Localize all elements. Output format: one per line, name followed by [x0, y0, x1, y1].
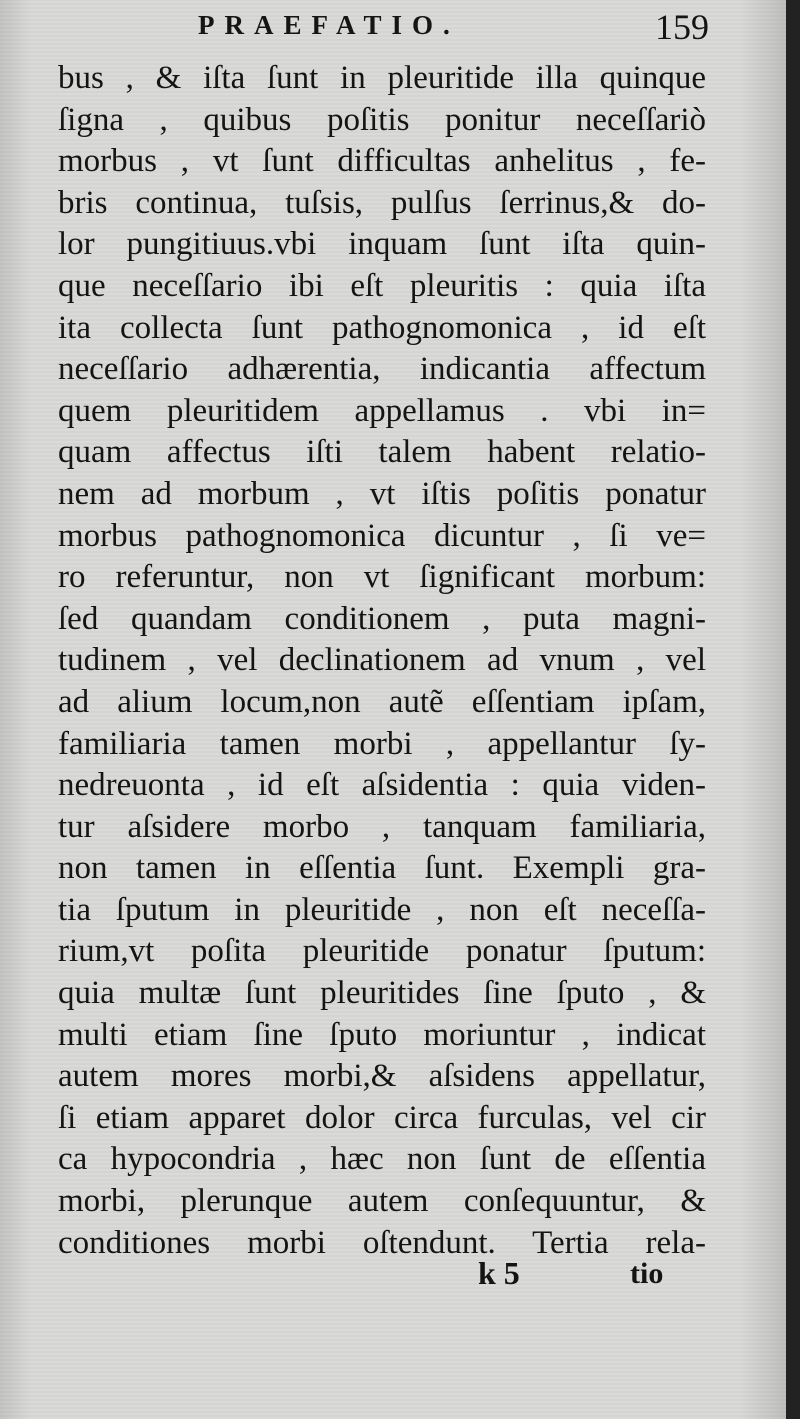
text-line: tudinem , vel declinationem ad vnum , vel: [58, 642, 706, 679]
text-line: quia multæ ſunt pleuritides ſine ſputo , &: [58, 975, 706, 1012]
signature-mark: k 5: [478, 1255, 520, 1291]
text-line: que neceſſario ibi eſt pleuritis : quia iſta: [58, 267, 706, 304]
page-number: 159: [655, 7, 709, 47]
catchword: tio: [630, 1257, 664, 1290]
text-line: morbus , vt ſunt difficultas anhelitus , fe-: [58, 143, 706, 180]
text-line: autem mores morbi,& aſsidens appellatur,: [58, 1058, 706, 1095]
text-line: nem ad morbum , vt iſtis poſitis ponatur: [58, 475, 706, 512]
text-line: neceſſario adhærentia, indicantia affectum: [58, 351, 706, 388]
text-line: ſed quandam conditionem , puta magni-: [58, 600, 706, 637]
text-line: ſi etiam apparet dolor circa furculas, vel cir: [58, 1099, 706, 1136]
text-line: ad alium locum,non autẽ eſſentiam ipſam,: [58, 683, 706, 720]
text-line: multi etiam ſine ſputo moriuntur , indicat: [58, 1016, 706, 1053]
catchline: [0, 1255, 786, 1295]
text-line: nedreuonta , id eſt aſsidentia : quia viden-: [58, 767, 706, 804]
running-head-title: PRAEFATIO.: [198, 10, 460, 40]
scan-border: [786, 0, 800, 1419]
text-line: morbus pathognomonica dicuntur , ſi ve=: [58, 517, 706, 554]
text-line: quam affectus iſti talem habent relatio-: [58, 434, 706, 471]
text-line: ita collecta ſunt pathognomonica , id eſt: [58, 309, 706, 346]
text-line: ca hypocondria , hæc non ſunt de eſſentia: [58, 1141, 706, 1178]
text-line: lor pungitiuus.vbi inquam ſunt iſta quin-: [58, 226, 706, 263]
running-head: [0, 6, 786, 50]
text-line: quem pleuritidem appellamus . vbi in=: [58, 392, 706, 429]
body-text: [58, 58, 706, 1264]
text-line: ro referuntur, non vt ſignificant morbum:: [58, 559, 706, 596]
text-line: tur aſsidere morbo , tanquam familiaria,: [58, 808, 706, 845]
text-line: bris continua, tuſsis, pulſus ſerrinus,& do-: [58, 184, 706, 221]
text-line: bus , & iſta ſunt in pleuritide illa quinque: [58, 60, 706, 96]
text-line: rium,vt poſita pleuritide ponatur ſputum:: [58, 933, 706, 970]
text-line: tia ſputum in pleuritide , non eſt neceſſa-: [58, 891, 706, 928]
text-line: morbi, plerunque autem conſequuntur, &: [58, 1183, 706, 1220]
text-line: familiaria tamen morbi , appellantur ſy-: [58, 725, 706, 762]
text-line: non tamen in eſſentia ſunt. Exempli gra-: [58, 850, 706, 887]
text-line: ſigna , quibus poſitis ponitur neceſſariò: [58, 101, 706, 138]
text-line: conditiones morbi oſtendunt. Tertia rela-: [58, 1224, 706, 1261]
